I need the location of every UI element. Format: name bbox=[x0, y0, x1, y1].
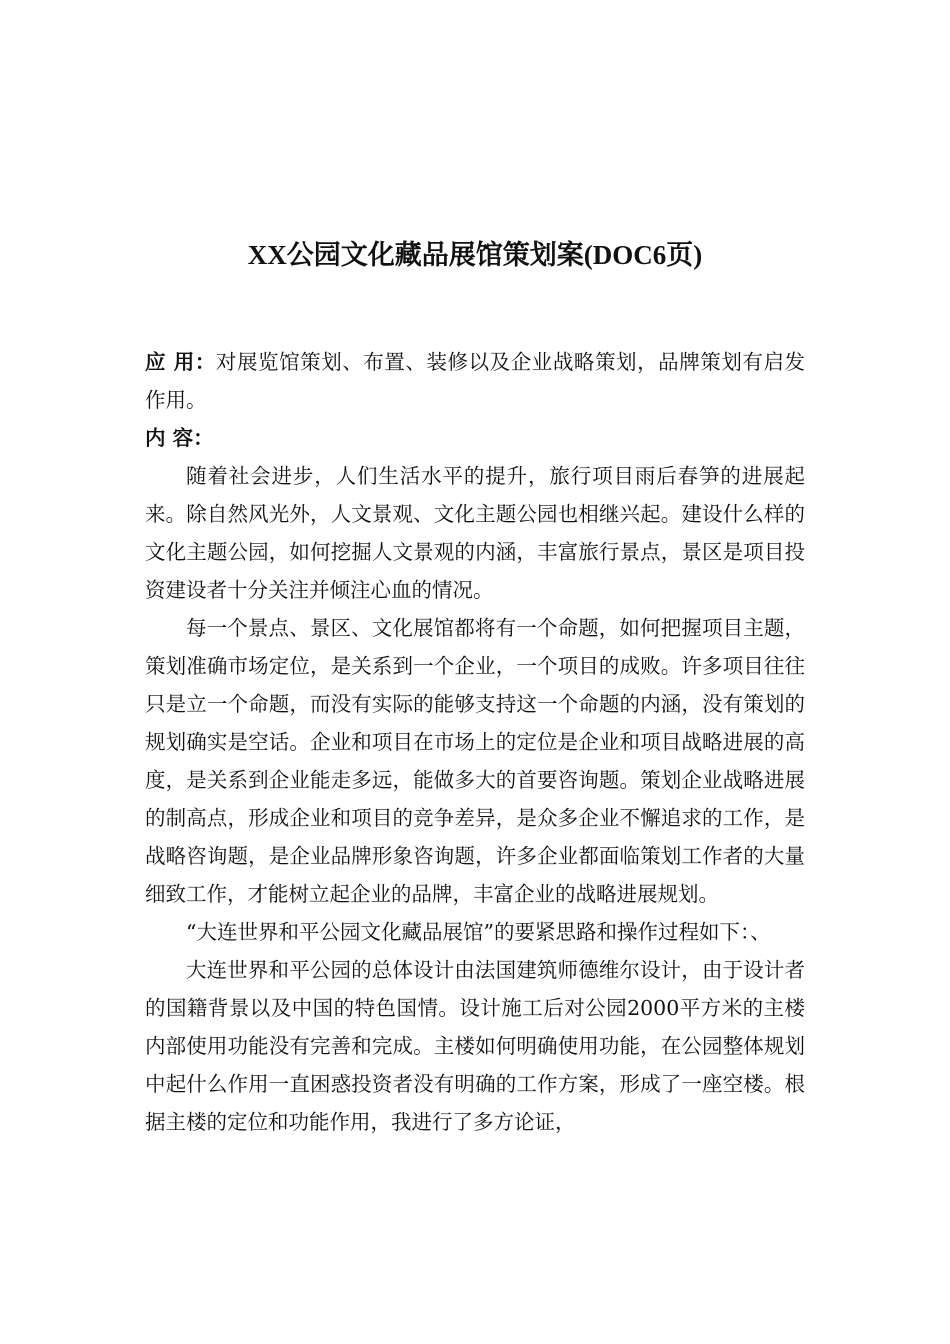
document-body bbox=[145, 343, 805, 1141]
application-label: 应 用： bbox=[145, 350, 216, 374]
body-paragraph-4: 大连世界和平公园的总体设计由法国建筑师德维尔设计，由于设计者的国籍背景以及中国的特色国情。设计施工后对公园2000平方米的主楼内部使用功能没有完善和完成。主楼如何明确使用功能，在公园整体规划中起什么作用一直困惑投资者没有明确的工作方案，形成了一座空楼。根据主楼的定位和功能作用，我进行了多方论证， bbox=[145, 958, 805, 1134]
body-paragraph-1: 随着社会进步，人们生活水平的提升，旅行项目雨后春笋的进展起来。除自然风光外，人文景观、文化主题公园也相继兴起。建设什么样的文化主题公园，如何挖掘人文景观的内涵，丰富旅行景点，景区是项目投资建设者十分关注并倾注心血的情况。 bbox=[145, 464, 805, 602]
application-text: 对展览馆策划、布置、装修以及企业战略策划，品牌策划有启发作用。 bbox=[145, 350, 806, 412]
body-paragraph-2: 每一个景点、景区、文化展馆都将有一个命题，如何把握项目主题，策划准确市场定位，是关系到一个企业，一个项目的成败。许多项目往往只是立一个命题，而没有实际的能够支持这一个命题的内涵，没有策划的规划确实是空话。企业和项目在市场上的定位是企业和项目战略进展的高度，是关系到企业能走多远，能做多大的首要咨询题。策划企业战略进展的制高点，形成企业和项目的竞争差异，是众多企业不懈追求的工作，是战略咨询题，是企业品牌形象咨询题，许多企业都面临策划工作者的大量细致工作，才能树立起企业的品牌，丰富企业的战略进展规划。 bbox=[145, 616, 805, 906]
body-paragraph-3: “大连世界和平公园文化藏品展馆”的要紧思路和操作过程如下：、 bbox=[186, 920, 771, 944]
document-title: XX公园文化藏品展馆策划案(DOC6页) bbox=[247, 240, 703, 270]
content-label: 内 容： bbox=[145, 426, 214, 450]
content-heading bbox=[145, 419, 805, 457]
application-paragraph bbox=[145, 343, 805, 419]
